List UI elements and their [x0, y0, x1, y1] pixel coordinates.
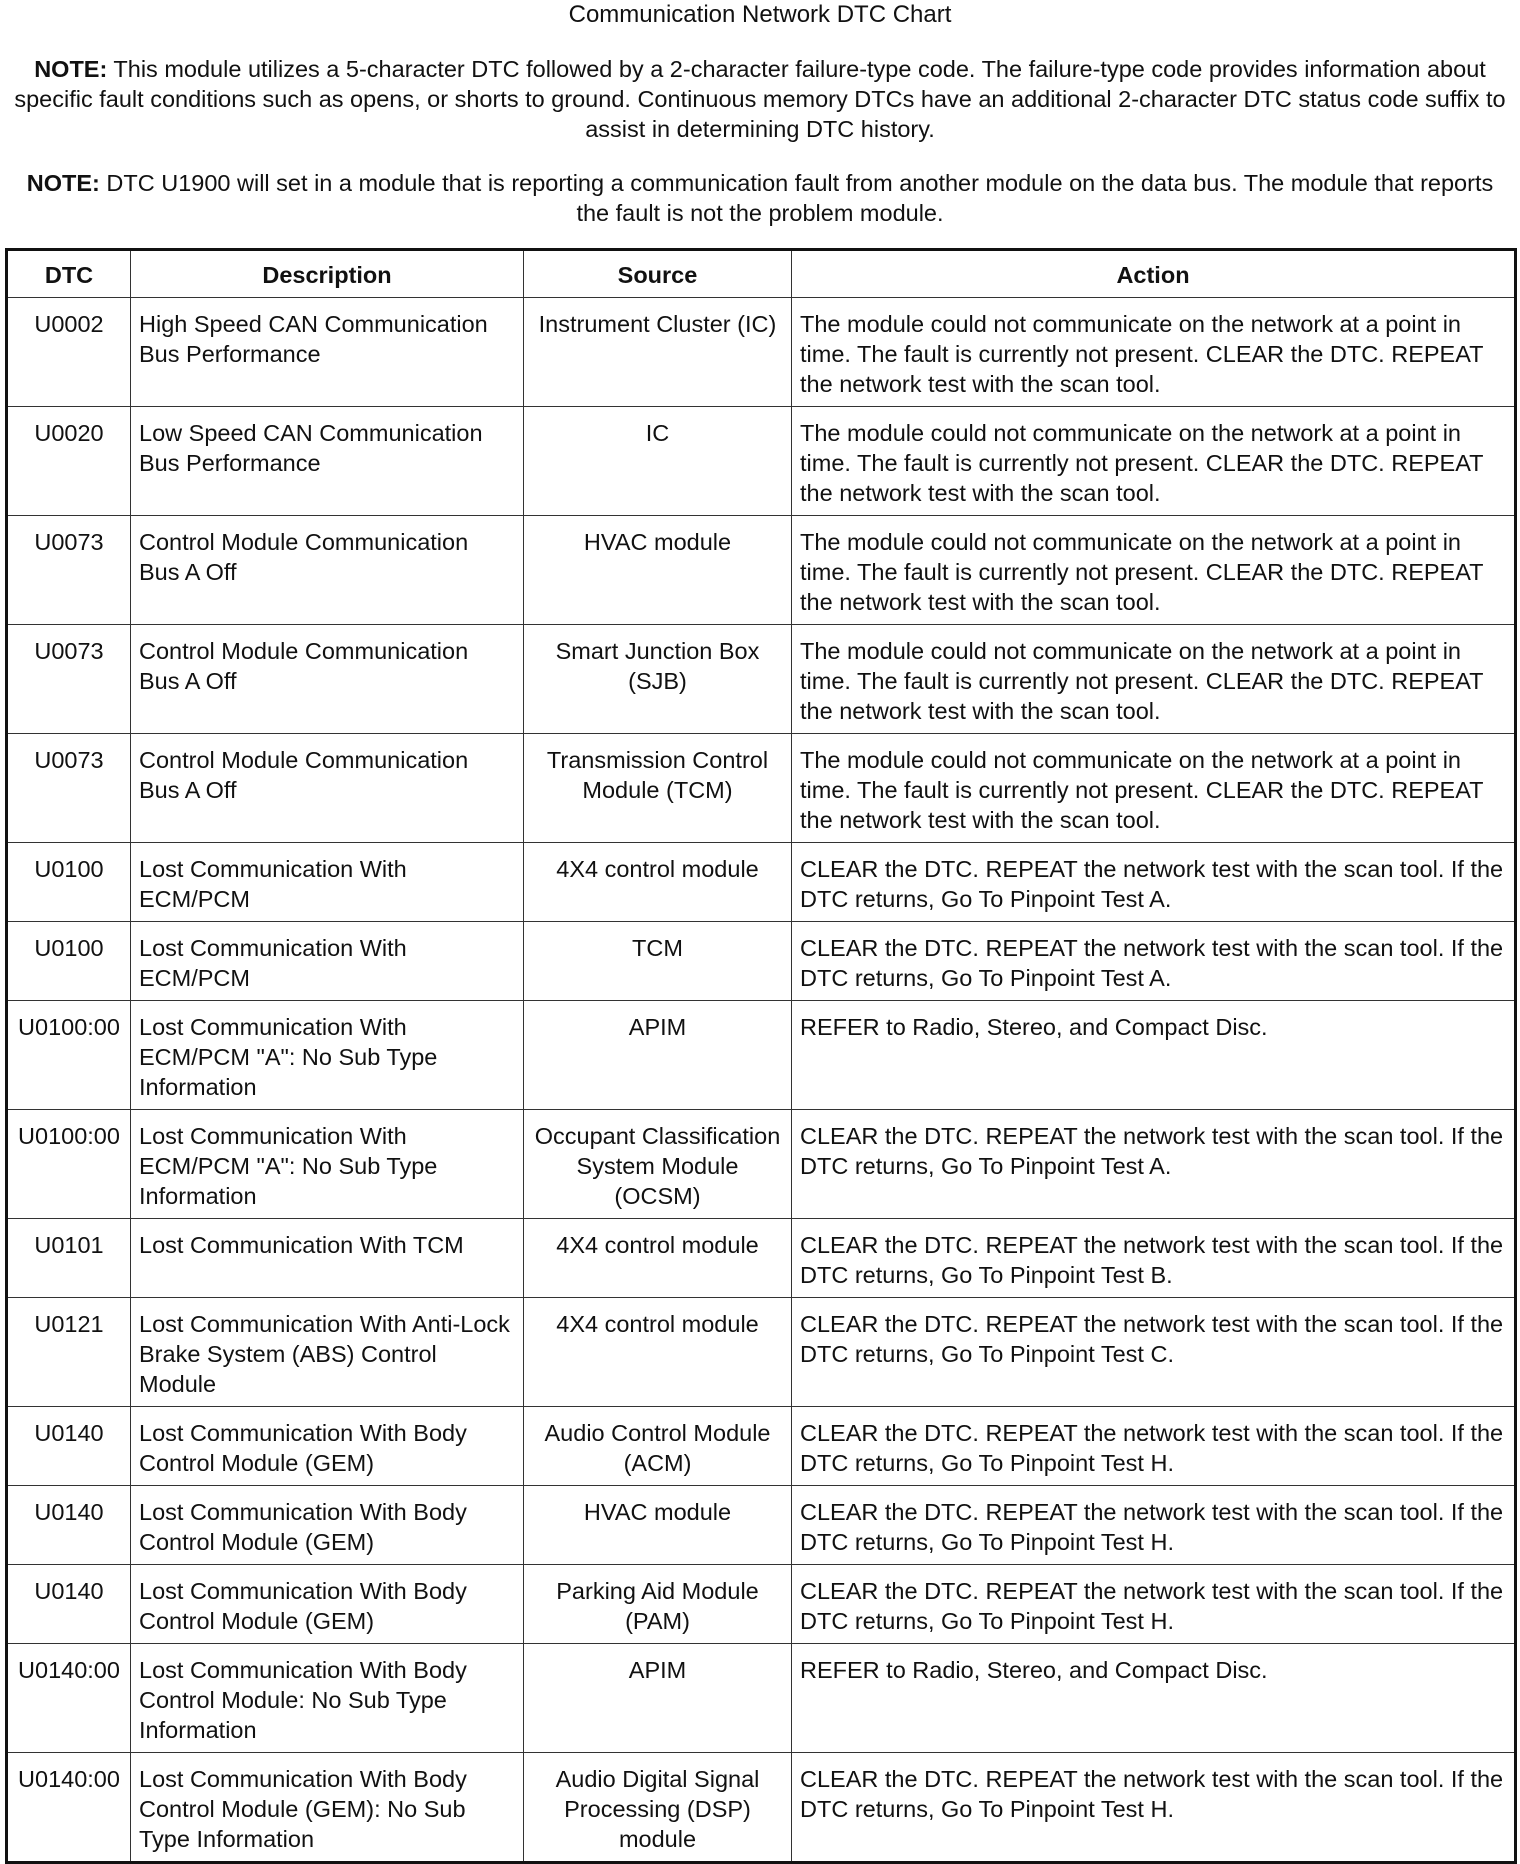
action-cell: CLEAR the DTC. REPEAT the network test with the scan tool. If the DTC returns, Go To Pinpoint Test H. — [792, 1486, 1516, 1565]
note-label: NOTE: — [34, 56, 108, 82]
dtc-code-cell: U0100:00 — [7, 1110, 131, 1219]
dtc-code-cell: U0140:00 — [7, 1644, 131, 1753]
action-cell: CLEAR the DTC. REPEAT the network test with the scan tool. If the DTC returns, Go To Pinpoint Test A. — [792, 922, 1516, 1001]
table-row — [7, 1110, 1516, 1219]
action-cell: The module could not communicate on the network at a point in time. The fault is currently not present. CLEAR the DTC. REPEAT the network test with the scan tool. — [792, 625, 1516, 734]
source-cell: Audio Control Module (ACM) — [524, 1407, 792, 1486]
description-cell: Lost Communication With ECM/PCM "A": No Sub Type Information — [131, 1001, 524, 1110]
table-row — [7, 1565, 1516, 1644]
header-description: Description — [131, 250, 524, 298]
dtc-code-cell: U0140 — [7, 1565, 131, 1644]
source-cell: 4X4 control module — [524, 843, 792, 922]
dtc-code-cell: U0140 — [7, 1407, 131, 1486]
header-source: Source — [524, 250, 792, 298]
description-cell: Control Module Communication Bus A Off — [131, 734, 524, 843]
table-row — [7, 1219, 1516, 1298]
source-cell: HVAC module — [524, 516, 792, 625]
source-cell: Occupant Classification System Module (OCSM) — [524, 1110, 792, 1219]
action-cell: CLEAR the DTC. REPEAT the network test with the scan tool. If the DTC returns, Go To Pinpoint Test B. — [792, 1219, 1516, 1298]
header-action: Action — [792, 250, 1516, 298]
dtc-code-cell: U0121 — [7, 1298, 131, 1407]
dtc-code-cell: U0101 — [7, 1219, 131, 1298]
table-row — [7, 922, 1516, 1001]
source-cell: 4X4 control module — [524, 1219, 792, 1298]
table-header-row — [7, 250, 1516, 298]
note-text: DTC U1900 will set in a module that is reporting a communication fault from another module on the data bus. The module that reports the fault is not the problem module. — [99, 170, 1494, 226]
dtc-code-cell: U0073 — [7, 516, 131, 625]
dtc-code-cell: U0140 — [7, 1486, 131, 1565]
source-cell: Parking Aid Module (PAM) — [524, 1565, 792, 1644]
header-dtc: DTC — [7, 250, 131, 298]
description-cell: Lost Communication With ECM/PCM — [131, 843, 524, 922]
note-u1900 — [14, 168, 1506, 228]
table-row — [7, 843, 1516, 922]
note-label: NOTE: — [26, 170, 100, 196]
description-cell: Lost Communication With Body Control Module (GEM) — [131, 1407, 524, 1486]
dtc-code-cell: U0073 — [7, 734, 131, 843]
description-cell: Lost Communication With ECM/PCM — [131, 922, 524, 1001]
description-cell: Low Speed CAN Communication Bus Performance — [131, 407, 524, 516]
action-cell: CLEAR the DTC. REPEAT the network test with the scan tool. If the DTC returns, Go To Pinpoint Test H. — [792, 1753, 1516, 1863]
dtc-code-cell: U0100:00 — [7, 1001, 131, 1110]
description-cell: Lost Communication With Body Control Module (GEM) — [131, 1565, 524, 1644]
dtc-code-cell: U0073 — [7, 625, 131, 734]
source-cell: Instrument Cluster (IC) — [524, 298, 792, 407]
description-cell: Lost Communication With Body Control Module (GEM) — [131, 1486, 524, 1565]
page-title: Communication Network DTC Chart — [568, 1, 952, 28]
source-cell: Transmission Control Module (TCM) — [524, 734, 792, 843]
source-cell: APIM — [524, 1001, 792, 1110]
dtc-table — [5, 248, 1517, 1864]
description-cell: Control Module Communication Bus A Off — [131, 625, 524, 734]
source-cell: Audio Digital Signal Processing (DSP) module — [524, 1753, 792, 1863]
table-row — [7, 1486, 1516, 1565]
source-cell: IC — [524, 407, 792, 516]
description-cell: Lost Communication With Body Control Module (GEM): No Sub Type Information — [131, 1753, 524, 1863]
dtc-code-cell: U0100 — [7, 922, 131, 1001]
action-cell: The module could not communicate on the network at a point in time. The fault is currently not present. CLEAR the DTC. REPEAT the network test with the scan tool. — [792, 516, 1516, 625]
description-cell: High Speed CAN Communication Bus Performance — [131, 298, 524, 407]
table-row — [7, 1001, 1516, 1110]
action-cell: CLEAR the DTC. REPEAT the network test with the scan tool. If the DTC returns, Go To Pinpoint Test H. — [792, 1565, 1516, 1644]
dtc-code-cell: U0140:00 — [7, 1753, 131, 1863]
table-row — [7, 1753, 1516, 1863]
action-cell: CLEAR the DTC. REPEAT the network test with the scan tool. If the DTC returns, Go To Pinpoint Test A. — [792, 1110, 1516, 1219]
action-cell: REFER to Radio, Stereo, and Compact Disc. — [792, 1001, 1516, 1110]
source-cell: 4X4 control module — [524, 1298, 792, 1407]
description-cell: Control Module Communication Bus A Off — [131, 516, 524, 625]
description-cell: Lost Communication With Body Control Module: No Sub Type Information — [131, 1644, 524, 1753]
table-row — [7, 1298, 1516, 1407]
action-cell: CLEAR the DTC. REPEAT the network test with the scan tool. If the DTC returns, Go To Pinpoint Test H. — [792, 1407, 1516, 1486]
source-cell: TCM — [524, 922, 792, 1001]
dtc-code-cell: U0020 — [7, 407, 131, 516]
note-module-dtc-format — [14, 54, 1506, 144]
action-cell: REFER to Radio, Stereo, and Compact Disc. — [792, 1644, 1516, 1753]
note-text: This module utilizes a 5-character DTC followed by a 2-character failure-type code. The failure-type code provides information about specific fault conditions such as opens, or shorts to ground. Continuous memory DTCs have an additional 2-character DTC status code suffix to assist in determining DTC history. — [14, 56, 1506, 142]
action-cell: CLEAR the DTC. REPEAT the network test with the scan tool. If the DTC returns, Go To Pinpoint Test A. — [792, 843, 1516, 922]
description-cell: Lost Communication With TCM — [131, 1219, 524, 1298]
dtc-code-cell: U0002 — [7, 298, 131, 407]
action-cell: The module could not communicate on the network at a point in time. The fault is currently not present. CLEAR the DTC. REPEAT the network test with the scan tool. — [792, 298, 1516, 407]
table-row — [7, 734, 1516, 843]
table-row — [7, 298, 1516, 407]
table-row — [7, 1644, 1516, 1753]
description-cell: Lost Communication With ECM/PCM "A": No Sub Type Information — [131, 1110, 524, 1219]
table-row — [7, 625, 1516, 734]
action-cell: CLEAR the DTC. REPEAT the network test with the scan tool. If the DTC returns, Go To Pinpoint Test C. — [792, 1298, 1516, 1407]
action-cell: The module could not communicate on the network at a point in time. The fault is currently not present. CLEAR the DTC. REPEAT the network test with the scan tool. — [792, 407, 1516, 516]
source-cell: HVAC module — [524, 1486, 792, 1565]
dtc-code-cell: U0100 — [7, 843, 131, 922]
table-row — [7, 516, 1516, 625]
source-cell: APIM — [524, 1644, 792, 1753]
action-cell: The module could not communicate on the network at a point in time. The fault is currently not present. CLEAR the DTC. REPEAT the network test with the scan tool. — [792, 734, 1516, 843]
description-cell: Lost Communication With Anti-Lock Brake System (ABS) Control Module — [131, 1298, 524, 1407]
table-row — [7, 407, 1516, 516]
table-row — [7, 1407, 1516, 1486]
source-cell: Smart Junction Box (SJB) — [524, 625, 792, 734]
